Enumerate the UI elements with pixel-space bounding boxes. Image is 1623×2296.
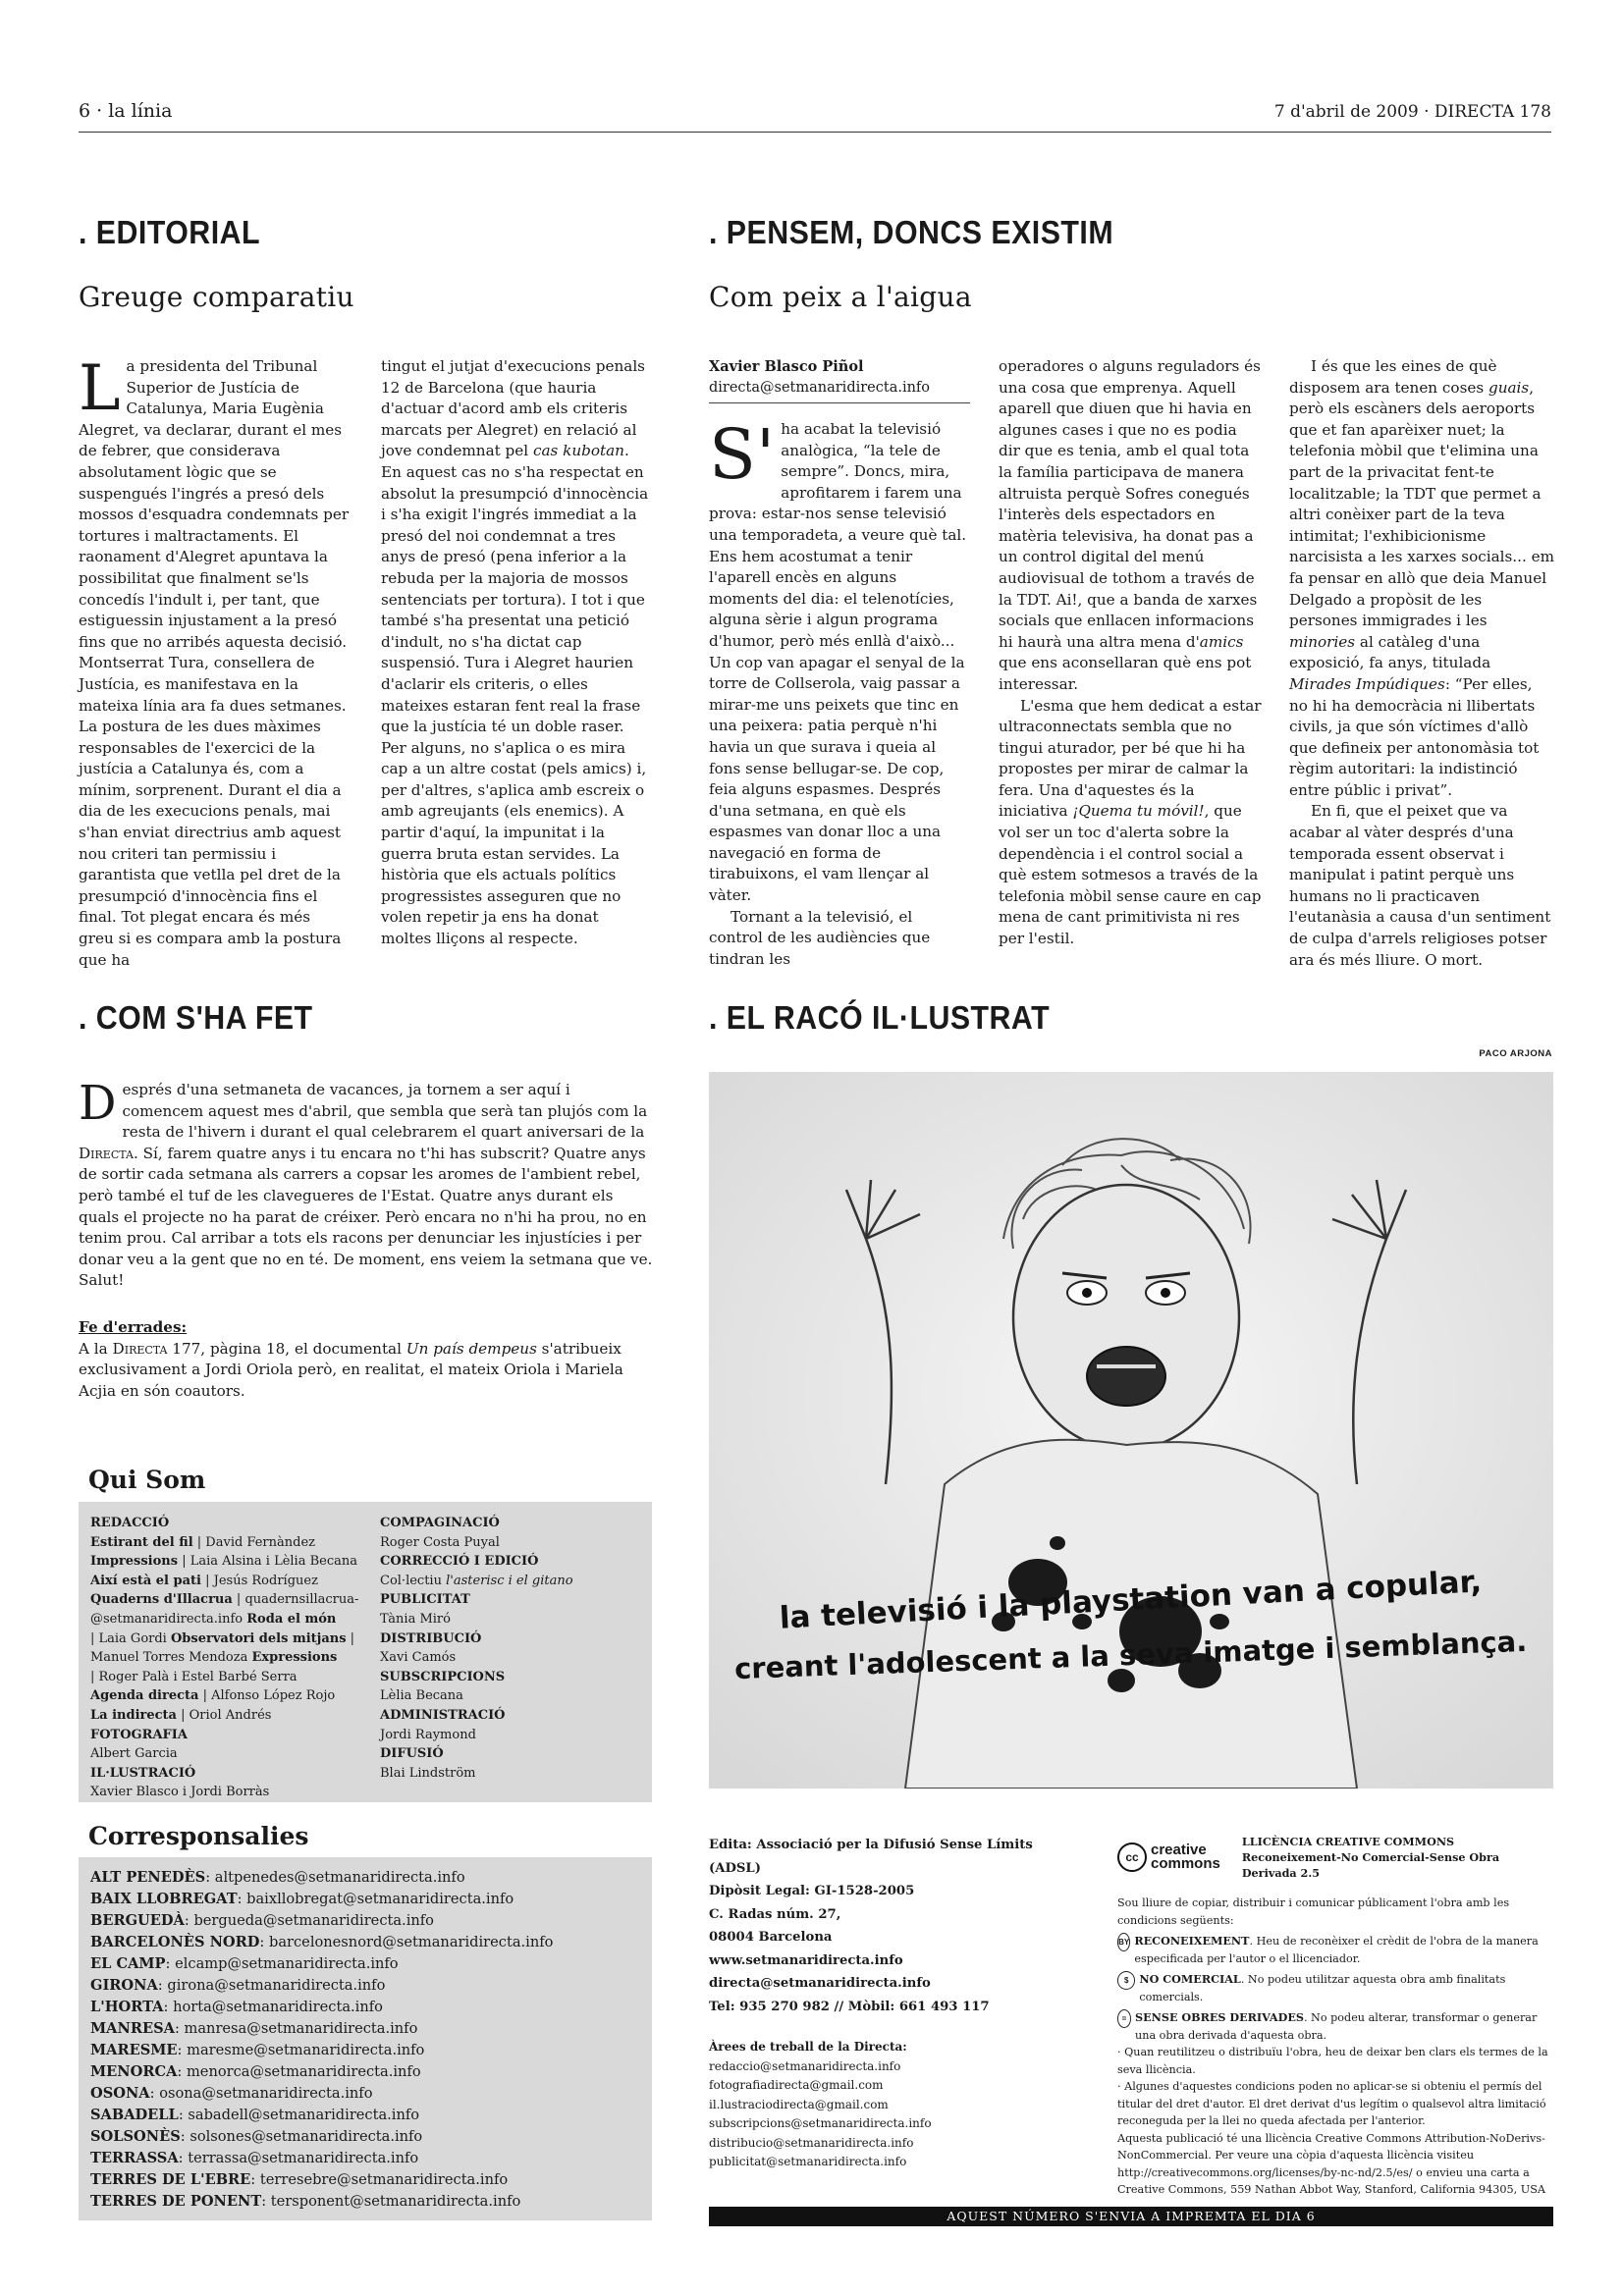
editorial-text-2a: tingut el jutjat d'execucions penals 12 de Barcelona (que hauria d'actuar d'acord amb els criteris marcats per Alegret) en relació al jove condemnat pel bbox=[381, 357, 645, 460]
staff-line: Manuel Torres Mendoza Expressions bbox=[90, 1650, 338, 1666]
area-email[interactable]: subscripcions@setmanaridirecta.info bbox=[709, 2116, 932, 2130]
pensem-byline bbox=[709, 356, 970, 403]
corresponsal-item: BARCELONÈS NORD: barcelonesnord@setmanaridirecta.info bbox=[90, 1934, 554, 1950]
errata-text-a: A la bbox=[79, 1339, 113, 1358]
pensem-column-2 bbox=[999, 356, 1262, 950]
quisom-header bbox=[79, 1460, 652, 1499]
pensem-text-2c: L'esma que hem dedicat a estar ultraconnectats sembla que no tingui aturador, per bé que hi ha propostes per mirar de calmar la fera. Una d'aquestes és la iniciativa bbox=[999, 696, 1262, 821]
staff-line: Quaderns d'Illacrua | quadernsillacrua- bbox=[90, 1592, 359, 1608]
staff-line: Estirant del fil | David Fernàndez bbox=[90, 1534, 316, 1550]
pensem-emphasis-guais: guais bbox=[1488, 378, 1530, 397]
license-condition-attribution: BY RECONEIXEMENT. Heu de reconèixer el crèdit de l'obra de la manera especificada per l'autor o el llicenciador. bbox=[1118, 1934, 1539, 1965]
edita-line: Dipòsit Legal: GI-1528-2005 bbox=[709, 1884, 915, 1898]
errata-emphasis: Un país dempeus bbox=[406, 1339, 537, 1358]
illustration-caption bbox=[709, 1072, 1553, 1789]
corresponsal-email[interactable]: manresa@setmanaridirecta.info bbox=[184, 2020, 418, 2037]
corresponsal-email[interactable]: horta@setmanaridirecta.info bbox=[173, 1999, 383, 2015]
edita-line: C. Radas núm. 27, bbox=[709, 1906, 841, 1922]
staff-line: | Laia Gordi Observatori dels mitjans | bbox=[90, 1630, 355, 1646]
staff-line: DIFUSIÓ bbox=[380, 1746, 444, 1762]
pensem-text-3b: , però els escàners dels aeroports que et fan aparèixer nuet; la telefonia mòbil que t'elimina una part de la privacitat fent-te localitzable; la TDT que permet a altri conèixer part de la teva intimitat; l'exhibicionisme narcisista a les xarxes socials... em fa pensar en allò que deia Manuel Delgado a propòsit de les persones immigrades i les bbox=[1289, 378, 1555, 630]
cc-wordmark: creative commons bbox=[1151, 1842, 1220, 1872]
corresponsalies-title: Corresponsalies bbox=[88, 1822, 309, 1850]
areas-title: Àrees de treball de la Directa: bbox=[709, 2040, 907, 2054]
noderivs-icon: = bbox=[1117, 2009, 1131, 2028]
staff-line: Col·lectiu l'asterisc i el gitano bbox=[380, 1573, 573, 1588]
corresponsal-email[interactable]: girona@setmanaridirecta.info bbox=[167, 1977, 386, 1994]
comshafet-text bbox=[79, 1076, 656, 1292]
quisom-title: Qui Som bbox=[88, 1466, 206, 1494]
corresponsal-item: EL CAMP: elcamp@setmanaridirecta.info bbox=[90, 1955, 399, 1972]
editorial-text-2b: . En aquest cas no s'ha respectat en absolut la presumpció d'innocència i s'ha exigit l'ingrés immediat a la presó del noi condemnat a tres anys de presó (pena inferior a la rebuda per la majoria de mossos sentenciats per tortura). I tot i que també s'ha presentat una petició d'indult, no s'ha dictat cap suspensió. Tura i Alegret haurien d'aclarir els criteris, o elles mateixes estaran fent real la frase que la justícia té un doble raser. Per alguns, no s'aplica o es mira cap a un altre costat (pels amics) i, per d'altres, s'aplica amb escreix o amb agreujants (els enemics). A partir d'aquí, la impunitat i la guerra bruta estan servides. La història que els actuals polítics progressistes asseguren que no volen repetir ja ens ha donat moltes lliçons al respecte. bbox=[381, 442, 649, 948]
license-block bbox=[1117, 1834, 1557, 2199]
pensem-text-3d: : “Per elles, no hi ha democràcia ni llibertats civils, ja que són víctimes d'allò que defineix per antonomàsia tot règim autoritari: la indistinció entre públic i privat”. bbox=[1289, 674, 1540, 799]
comshafet-text-a: esprés d'una setmaneta de vacances, ja tornem a ser aquí i comencem aquest mes d'abril, que sembla que serà tan plujós com la resta de l'hivern i durant el qual celebrarem el quart aniversari de la bbox=[122, 1081, 648, 1142]
staff-line: FOTOGRAFIA bbox=[90, 1727, 188, 1742]
errata-text-c: s'atribueix exclusivament a Jordi Oriola però, en realitat, el mateix Oriola i Mariela Acjia en són coautors. bbox=[79, 1339, 623, 1400]
pensem-emphasis-quema: ¡Quema tu móvil! bbox=[1072, 802, 1205, 821]
corresponsal-email[interactable]: elcamp@setmanaridirecta.info bbox=[175, 1955, 399, 1972]
pensem-text-2d: , que vol ser un toc d'alerta sobre la dependència i el control social a què estem sotmesos a través de la telefonia mòbil sense caure en cap mena de cant primitivista ni res per l'estil. bbox=[999, 802, 1262, 948]
corresponsal-item: SABADELL: sabadell@setmanaridirecta.info bbox=[90, 2107, 420, 2123]
errata-text-b: 177, pàgina 18, el documental bbox=[167, 1339, 406, 1358]
pensem-dropcap: S' bbox=[709, 414, 776, 495]
license-note-1: · Quan reutilitzeu o distribuïu l'obra, heu de deixar ben clars els termes de la seva llicència. bbox=[1117, 2046, 1548, 2076]
corresponsalies-header bbox=[79, 1816, 652, 1855]
staff-line: Roger Costa Puyal bbox=[380, 1534, 500, 1550]
pensem-section-title: . PENSEM, DONCS EXISTIM bbox=[709, 214, 1114, 250]
license-title: LLICÈNCIA CREATIVE COMMONS bbox=[1241, 1835, 1455, 1848]
editorial-section-title: . EDITORIAL bbox=[79, 214, 260, 250]
staff-line: CORRECCIÓ I EDICIÓ bbox=[380, 1554, 539, 1570]
author-email: directa@setmanaridirecta.info bbox=[709, 380, 931, 396]
staff-line: @setmanaridirecta.info Roda el món bbox=[90, 1611, 337, 1627]
area-email[interactable]: redaccio@setmanaridirecta.info bbox=[709, 2058, 901, 2073]
comshafet-directa: Directa bbox=[79, 1144, 134, 1162]
editorial-title: Greuge comparatiu bbox=[79, 281, 354, 313]
corresponsal-email[interactable]: menorca@setmanaridirecta.info bbox=[186, 2063, 421, 2080]
staff-line: Xavier Blasco i Jordi Borràs bbox=[90, 1785, 270, 1800]
errata-block bbox=[79, 1317, 656, 1402]
edita-lines bbox=[709, 1834, 1072, 2018]
issue-date: 7 d'abril de 2009 · DIRECTA 178 bbox=[1273, 102, 1551, 122]
corresponsal-item: ALT PENEDÈS: altpenedes@setmanaridirecta.info bbox=[90, 1869, 465, 1886]
area-email[interactable]: fotografiadirecta@gmail.com bbox=[709, 2078, 884, 2092]
staff-line: SUBSCRIPCIONS bbox=[380, 1669, 506, 1684]
corresponsal-email[interactable]: sabadell@setmanaridirecta.info bbox=[188, 2107, 420, 2123]
corresponsal-email[interactable]: bergueda@setmanaridirecta.info bbox=[193, 1912, 434, 1929]
license-condition-noderivs: = SENSE OBRES DERIVADES. No podeu alterar, transformar o generar una obra derivada d'aquesta obra. bbox=[1117, 2009, 1557, 2044]
noncommercial-icon: $ bbox=[1117, 1971, 1135, 1990]
corresponsalies-box bbox=[79, 1857, 652, 2220]
corresponsal-item: MENORCA: menorca@setmanaridirecta.info bbox=[90, 2063, 421, 2080]
license-intro: Sou lliure de copiar, distribuir i comunicar públicament l'obra amb les condicions següents: bbox=[1117, 1896, 1510, 1927]
edita-line: Tel: 935 270 982 // Mòbil: 661 493 117 bbox=[709, 1999, 990, 2014]
edita-line[interactable]: directa@setmanaridirecta.info bbox=[709, 1976, 931, 1991]
pensem-text-2a: operadores o alguns reguladors és una cosa que emprenya. Aquell aparell que diuen que hi havia en algunes cases i que no es podia dir que es tenia, amb el qual tota la família participava de manera altruista perquè Sofres conegués l'interès dels espectadors en matèria televisiva, ha donat pas a un control digital del menú audiovisual de tothom a través de la TDT. Ai!, que a banda de xarxes socials que enllacen informacions hi haurà una altra mena d' bbox=[999, 357, 1261, 651]
edita-block bbox=[709, 1834, 1072, 2172]
corresponsal-item: OSONA: osona@setmanaridirecta.info bbox=[90, 2085, 373, 2102]
attribution-icon: BY bbox=[1117, 1933, 1130, 1951]
corresponsal-item: TERRASSA: terrassa@setmanaridirecta.info bbox=[90, 2150, 419, 2166]
corresponsal-item: TERRES DE L'EBRE: terresebre@setmanaridirecta.info bbox=[90, 2171, 509, 2188]
cc-icon: cc bbox=[1117, 1842, 1147, 1872]
pensem-column-3 bbox=[1289, 356, 1554, 971]
area-email[interactable]: il.lustraciodirecta@gmail.com bbox=[709, 2097, 889, 2111]
edita-line[interactable]: www.setmanaridirecta.info bbox=[709, 1952, 903, 1968]
staff-line: Albert Garcia bbox=[90, 1746, 178, 1762]
pensem-text-3c: al catàleg d'una exposició, fa anys, titulada bbox=[1289, 632, 1491, 672]
staff-line: ADMINISTRACIÓ bbox=[380, 1707, 506, 1723]
corresponsal-email[interactable]: solsones@setmanaridirecta.info bbox=[189, 2128, 423, 2145]
creative-commons-logo bbox=[1117, 1842, 1220, 1872]
pensem-text-1: ha acabat la televisió analògica, “la tele de sempre”. Doncs, mira, aprofitarem i farem una prova: estar-nos sense televisió una temporadeta, a veure què tal. Ens hem acostumat a tenir l'aparell encès en alguns moments del dia: el telenotícies, alguna sèrie i algun programa d'humor, però més enllà d'això... Un cop van apagar el senyal de la torre de Collserola, vaig passar a mirar-me uns peixets que tinc en una peixera: patia perquè n'hi havia un que surava i queia al fons sense bellugar-se. De cop, feia alguns espasmes. Després d'una setmana, en què els espasmes van donar lloc a una navegació en forma de tirabuixons, el vam llençar al vàter. bbox=[709, 420, 967, 905]
staff-line: IL·LUSTRACIÓ bbox=[90, 1765, 196, 1781]
comshafet-text-b: . Sí, farem quatre anys i tu encara no t'hi has subscrit? Quatre anys de sortir cada setmana als carrers a copsar les aromes de l'ambient rebel, però també el tuf de les clavegueres de l'Estat. Quatre anys durant els quals el projecte no ha parat de créixer. Però encara no n'hi ha prou, no en tenim prou. Cal arribar a tots els racons per denunciar les injustícies i per donar veu a la gent que no en té. De moment, ens veiem la setmana que ve. Salut! bbox=[79, 1144, 653, 1290]
staff-line: PUBLICITAT bbox=[380, 1592, 470, 1608]
edita-line: 08004 Barcelona bbox=[709, 1930, 833, 1945]
corresponsal-item: MARESME: maresme@setmanaridirecta.info bbox=[90, 2042, 425, 2058]
area-email[interactable]: distribucio@setmanaridirecta.info bbox=[709, 2135, 914, 2150]
corresponsal-email[interactable]: baixllobregat@setmanaridirecta.info bbox=[246, 1891, 514, 1907]
pensem-text-1b: Tornant a la televisió, el control de les audiències que tindran les bbox=[709, 907, 931, 968]
corresponsal-item: SOLSONÈS: solsones@setmanaridirecta.info bbox=[90, 2128, 423, 2145]
corresponsal-email[interactable]: altpenedes@setmanaridirecta.info bbox=[214, 1869, 465, 1886]
corresponsal-email[interactable]: barcelonesnord@setmanaridirecta.info bbox=[268, 1934, 554, 1950]
pensem-text-3e: En fi, que el peixet que va acabar al vàter després d'una temporada essent observat i manipulat i patint perquè uns humans no li practicaven l'eutanàsia a causa d'un sentiment de culpa d'arrels religioses potser ara és més lliure. O mort. bbox=[1289, 802, 1551, 969]
pensem-emphasis-mirades: Mirades Impúdiques bbox=[1289, 674, 1445, 693]
caption-line-2: creant l'adolescent a la seva imatge i semblança. bbox=[733, 1624, 1528, 1686]
staff-line: Blai Lindström bbox=[380, 1765, 476, 1781]
quisom-box bbox=[79, 1502, 652, 1802]
editorial-emphasis: cas kubotan bbox=[532, 442, 624, 460]
print-notice-bar: AQUEST NÚMERO S'ENVIA A IMPREMTA EL DIA 6 bbox=[709, 2207, 1553, 2226]
corresponsal-email[interactable]: maresme@setmanaridirecta.info bbox=[187, 2042, 425, 2058]
illustration-credit: PACO ARJONA bbox=[1479, 1048, 1552, 1059]
license-condition-noncommercial: $ NO COMERCIAL. No podeu utilitzar aquesta obra amb finalitats comercials. bbox=[1117, 1971, 1557, 2005]
corresponsal-email[interactable]: terrassa@setmanaridirecta.info bbox=[188, 2150, 419, 2166]
editorial-column-1 bbox=[79, 352, 350, 971]
corresponsal-item: MANRESA: manresa@setmanaridirecta.info bbox=[90, 2020, 418, 2037]
staff-line: Xavi Camós bbox=[380, 1650, 457, 1666]
corresponsal-item: GIRONA: girona@setmanaridirecta.info bbox=[90, 1977, 386, 1994]
page-section-label: 6 · la línia bbox=[79, 100, 173, 122]
area-email[interactable]: publicitat@setmanaridirecta.info bbox=[709, 2155, 907, 2168]
staff-line: La indirecta | Oriol Andrés bbox=[90, 1707, 272, 1723]
license-note-3: Aquesta publicació té una llicència Creative Commons Attribution-NoDerivs- NonCommercial. Per veure una còpia d'aquesta llicència visiteu http://creativecommons.org/licenses/by-nc-nd/2.5/es/ o envieu una carta a Creative Commons, 559 Nathan Abbot Way, Stanford, California 94305, USA bbox=[1117, 2131, 1545, 2196]
corresponsal-item: BAIX LLOBREGAT: baixllobregat@setmanaridirecta.info bbox=[90, 1891, 514, 1907]
pensem-text-3a: I és que les eines de què disposem ara tenen coses bbox=[1289, 357, 1497, 397]
editorial-dropcap: L bbox=[79, 352, 121, 425]
staff-line: Impressions | Laia Alsina i Lèlia Becana bbox=[90, 1554, 357, 1570]
errata-heading: Fe d'errades: bbox=[79, 1318, 188, 1336]
corresponsal-item: BERGUEDÀ: bergueda@setmanaridirecta.info bbox=[90, 1912, 434, 1929]
staff-line: Agenda directa | Alfonso López Rojo bbox=[90, 1688, 336, 1704]
areas-block bbox=[709, 2038, 1072, 2172]
staff-line: REDACCIÓ bbox=[90, 1516, 170, 1530]
corresponsal-email[interactable]: osona@setmanaridirecta.info bbox=[159, 2085, 373, 2102]
raco-section-title: . EL RACÓ IL·LUSTRAT bbox=[709, 999, 1051, 1036]
staff-line: Lèlia Becana bbox=[380, 1688, 463, 1704]
staff-line: Així està el pati | Jesús Rodríguez bbox=[90, 1573, 318, 1588]
license-note-2: · Algunes d'aquestes condicions poden no aplicar-se si obteniu el permís del titular del dret d'autor. El dret derivat d'us legítim o qualsevol altra limitació reconeguda per la llei no queda afectada per l'anterior. bbox=[1117, 2080, 1546, 2127]
illustration bbox=[709, 1072, 1553, 1789]
page-header bbox=[79, 96, 1551, 133]
errata-directa: Directa bbox=[112, 1339, 168, 1358]
author-name: Xavier Blasco Piñol bbox=[709, 358, 864, 375]
corresponsal-email[interactable]: tersponent@setmanaridirecta.info bbox=[270, 2193, 521, 2210]
areas-list bbox=[709, 2057, 1072, 2172]
staff-line: Tània Miró bbox=[380, 1611, 451, 1627]
edita-line: Edita: Associació per la Difusió Sense Límits (ADSL) bbox=[709, 1838, 1033, 1876]
editorial-text-1: a presidenta del Tribunal Superior de Justícia de Catalunya, Maria Eugènia Alegret, va declarar, durant el mes de febrer, que considerava absolutament lògic que se suspengués l'ingrés a presó dels mossos d'esquadra condemnats per tortures i maltractaments. El raonament d'Alegret apuntava la possibilitat que finalment se'ls concedís l'indult i, per tant, que estiguessin injustament a la presó fins que no arribés aquesta decisió. Montserrat Tura, consellera de Justícia, es manifestava en la mateixa línia ara fa dues setmanes. La postura de les dues màximes responsables de l'exercici de la justícia a Catalunya és, com a mínim, sorprenent. Durant el dia a dia de les execucions penals, mai s'han enviat directrius amb aquest nou criteri tan permissiu i garantista que vetlla pel dret de la presumpció d'innocència fins el final. Tot plegat encara és més greu si es compara amb la postura que ha bbox=[79, 357, 350, 969]
pensem-column-1 bbox=[709, 356, 970, 970]
corresponsal-item: L'HORTA: horta@setmanaridirecta.info bbox=[90, 1999, 383, 2015]
license-header bbox=[1117, 1834, 1557, 1881]
pensem-title: Com peix a l'aigua bbox=[709, 281, 972, 313]
corresponsal-email[interactable]: terresebre@setmanaridirecta.info bbox=[259, 2171, 509, 2188]
staff-line: | Roger Palà i Estel Barbé Serra bbox=[90, 1669, 298, 1684]
license-subtitle: Reconeixement-No Comercial-Sense Obra Derivada 2.5 bbox=[1241, 1850, 1500, 1880]
comshafet-section-title: . COM S'HA FET bbox=[79, 999, 313, 1036]
pensem-text-2b: que ens aconsellaran què ens pot interessar. bbox=[999, 654, 1252, 693]
pensem-emphasis-minories: minories bbox=[1289, 632, 1356, 651]
corresponsal-item: TERRES DE PONENT: tersponent@setmanaridirecta.info bbox=[90, 2193, 521, 2210]
staff-line: COMPAGINACIÓ bbox=[380, 1516, 500, 1530]
staff-line: DISTRIBUCIÓ bbox=[380, 1630, 482, 1646]
comshafet-dropcap: D bbox=[79, 1076, 117, 1131]
pensem-emphasis-amics: amics bbox=[1199, 632, 1244, 651]
quisom-column-1 bbox=[90, 1514, 375, 1802]
editorial-column-2 bbox=[381, 356, 652, 950]
staff-line: Jordi Raymond bbox=[380, 1727, 476, 1742]
caption-line-1: la televisió i la playstation van a copular, bbox=[778, 1564, 1483, 1636]
corresponsalies-list bbox=[90, 1867, 650, 2213]
quisom-column-2 bbox=[380, 1514, 645, 1783]
